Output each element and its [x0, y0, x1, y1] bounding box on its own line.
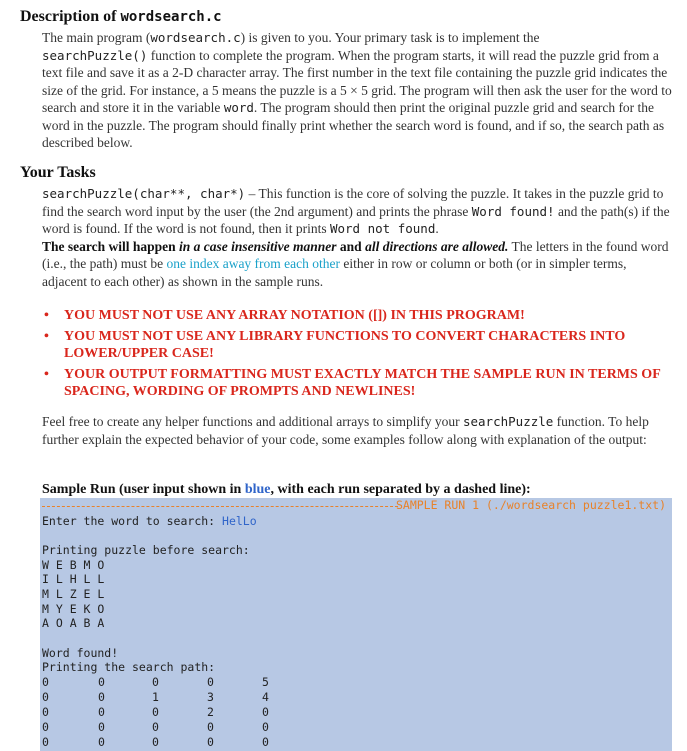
description-paragraph: The main program (wordsearch.c) is given to you. Your primary task is to implement the searchPuzzle() function to complete the program. When the program starts, it will read the puzzle grid from a text file and save it as a 2-D character array. The first number in the text file containing the puzzle grid indicates the size of the grid. For instance, a 5 means the puzzle is a 5 × 5 grid. The program will then ask the user for the word to search and store it in the variable word. The program should then print the original puzzle grid and search for the word in the puzzle. The program should finally print whether the search word is found, and if so, the search path as described below.: [42, 30, 672, 150]
path-cell: 0: [42, 720, 49, 734]
grid-row: M L Z E L: [42, 587, 105, 601]
section-title-description: [20, 8, 222, 26]
warning-item: • YOU MUST NOT USE ANY LIBRARY FUNCTIONS TO CONVERT CHARACTERS INTO LOWER/UPPER CASE!: [44, 328, 626, 361]
path-cell: 0: [262, 705, 269, 719]
path-cell: 0: [42, 690, 49, 704]
path-cell: 3: [207, 690, 214, 704]
path-cell: 0: [98, 735, 105, 749]
warnings-list: [42, 307, 662, 404]
separator-dashed-line: [42, 506, 398, 507]
helpers-paragraph: Feel free to create any helper functions and additional arrays to simplify your searchPuzzle function. To help further explain the expected behavior of your code, some examples follow along with explanation of the output:: [42, 414, 649, 447]
warning-item: • YOUR OUTPUT FORMATTING MUST EXACTLY MATCH THE SAMPLE RUN IN TERMS OF SPACING, WORDING OF PROMPTS AND NEWLINES!: [44, 366, 661, 399]
path-cell: 0: [262, 735, 269, 749]
path-cell: 0: [98, 690, 105, 704]
path-cell: 0: [42, 735, 49, 749]
search-prompt-line: Enter the word to search: HelLo: [42, 514, 257, 528]
grid-row: M Y E K O: [42, 602, 105, 616]
printing-before-line: Printing puzzle before search:: [42, 543, 250, 557]
path-cell: 0: [98, 720, 105, 734]
not-found-phrase: Word not found: [329, 221, 436, 236]
path-cell: 0: [152, 735, 159, 749]
path-cell: 0: [207, 720, 214, 734]
path-cell: 0: [152, 705, 159, 719]
sample-run-label: SAMPLE RUN 1 (./wordsearch puzzle1.txt): [395, 498, 666, 512]
title-code: wordsearch.c: [120, 9, 222, 25]
sample-run-heading: Sample Run (user input shown in blue, with each run separated by a dashed line):: [42, 482, 531, 497]
path-cell: 0: [262, 720, 269, 734]
tasks-paragraph: searchPuzzle(char**, char*) – This function is the core of solving the puzzle. It takes in the puzzle grid to find the search word input by the user (the 2nd argument) and prints the phrase Word found! and the path(s) if the word is found. If the word is not found, then it prints Word not found. The search will happen in a case insensitive manner and all directions are allowed. The letters in the found word (i.e., the path) must be one index away from each other either in row or column or both (or in simpler terms, adjacent to each other) as shown in the sample runs.: [42, 186, 670, 289]
path-cell: 0: [42, 705, 49, 719]
path-cell: 5: [262, 675, 269, 689]
path-cell: 0: [98, 675, 105, 689]
function-signature: searchPuzzle(char**, char*): [42, 186, 246, 201]
path-cell: 0: [98, 705, 105, 719]
path-cell: 2: [207, 705, 214, 719]
user-input: HelLo: [222, 514, 257, 528]
grid-row: W E B M O: [42, 558, 105, 572]
path-cell: 0: [42, 675, 49, 689]
sample-run-terminal: [40, 498, 672, 751]
path-cell: 0: [207, 675, 214, 689]
path-cell: 4: [262, 690, 269, 704]
path-cell: 1: [152, 690, 159, 704]
found-phrase: Word found!: [471, 203, 555, 219]
title-prefix: Description of: [20, 8, 121, 25]
printing-path-line: Printing the search path:: [42, 660, 216, 674]
grid-row: I L H L L: [42, 572, 105, 586]
warning-item: • YOU MUST NOT USE ANY ARRAY NOTATION ([]) IN THIS PROGRAM!: [44, 308, 525, 323]
grid-row: A O A B A: [42, 616, 105, 630]
word-found-line: Word found!: [42, 646, 119, 660]
path-cell: 0: [152, 720, 159, 734]
section-title-tasks: Your Tasks: [20, 164, 96, 181]
path-cell: 0: [207, 735, 214, 749]
path-cell: 0: [152, 675, 159, 689]
